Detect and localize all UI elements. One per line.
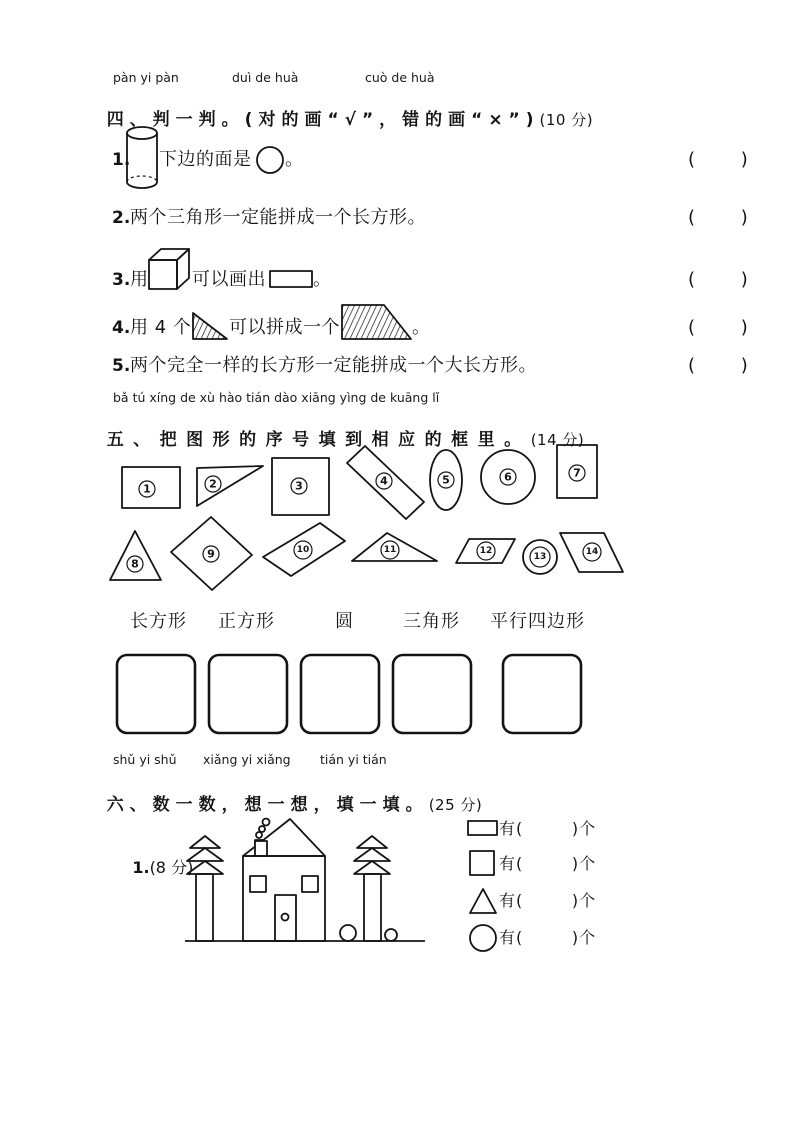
circle-face-figure: [257, 147, 283, 173]
question-6-1-label: [112, 838, 193, 898]
shape-8-triangle: [110, 531, 161, 580]
shape-label: 7: [573, 466, 581, 480]
question-number: 2.: [112, 208, 131, 228]
section-5-score: (14 分): [530, 431, 585, 449]
count-squares-blank: 有( )个: [499, 854, 597, 873]
house: [243, 819, 325, 942]
shape-12-parallelogram: [456, 539, 515, 563]
question-points: (8 分): [149, 858, 194, 877]
house-door: [275, 895, 296, 941]
question-number: 5.: [112, 356, 131, 376]
shape-11-triangle: [352, 533, 437, 561]
pinyin-cuo-de-hua: cuò de huà: [365, 70, 435, 85]
count-triangle-icon: [470, 889, 496, 913]
question-text: 用 4 个: [130, 317, 192, 338]
shape-14-parallelogram: [560, 533, 623, 572]
shape-label: 6: [504, 470, 512, 484]
count-circles-blank: 有( )个: [499, 928, 597, 947]
question-text: 可以拼成一个: [229, 317, 340, 338]
door-knob: [282, 914, 289, 921]
pinyin-shu-yi-shu: shǔ yi shǔ: [113, 752, 177, 767]
shape-label: 3: [295, 479, 303, 493]
section-4-score: (10 分): [539, 111, 594, 129]
cube-side-face: [177, 249, 189, 289]
shape-label: 13: [533, 552, 547, 562]
answer-blank: ( ): [688, 317, 748, 338]
pinyin-xiang-yi-xiang: xiǎng yi xiǎng: [203, 752, 291, 767]
section-6-heading: 六、数一数，想一想，填一填。: [106, 795, 429, 815]
shape-label: 2: [209, 477, 217, 491]
shape-label: 11: [383, 545, 397, 555]
category-label-rectangle: 长方形: [130, 611, 187, 632]
section-6-score: (25 分): [428, 796, 483, 814]
question-text: 两个完全一样的长方形一定能拼成一个大长方形。: [130, 355, 537, 376]
cylinder-bottom-back: [127, 176, 157, 182]
rectangle-figure: [270, 271, 312, 287]
pinyin-pan-yi-pan: pàn yi pàn: [113, 70, 179, 85]
question-text-end: 。: [285, 149, 304, 170]
question-text: 可以画出: [192, 269, 266, 290]
question-number: 4.: [112, 318, 131, 338]
count-square-icon: [470, 851, 494, 875]
question-number: 3.: [112, 270, 131, 290]
answer-box-square: [209, 655, 287, 733]
shape-label: 1: [143, 482, 151, 496]
question-number: 1.: [132, 858, 150, 877]
question-text: 两个三角形一定能拼成一个长方形。: [130, 207, 426, 228]
shape-label: 10: [296, 545, 310, 555]
pinyin-tian-yi-tian: tián yi tián: [320, 752, 387, 767]
shape-label: 8: [131, 557, 139, 571]
cylinder-bottom-front: [127, 182, 157, 188]
category-label-parallelogram: 平行四边形: [490, 611, 585, 632]
answer-box-parallelogram: [503, 655, 581, 733]
right-tree: [354, 836, 390, 941]
chimney-front: [255, 841, 267, 856]
pinyin-dui-de-hua: duì de huà: [232, 70, 299, 85]
section-4-title: [83, 90, 593, 150]
shape-label: 4: [380, 474, 388, 488]
cube-figure: [149, 249, 189, 289]
question-text: 下边的面是: [159, 149, 252, 170]
question-text: 用: [130, 269, 149, 290]
answer-blank: ( ): [688, 149, 748, 170]
shape-label: 12: [479, 546, 493, 556]
question-text-end: 。: [313, 269, 332, 290]
category-label-triangle: 三角形: [403, 611, 460, 632]
section-5-pinyin: bǎ tú xíng de xù hào tián dào xiāng yìng de kuāng lǐ: [113, 390, 440, 405]
category-label-circle: 圆: [335, 611, 354, 632]
section-4-heading: 四、判一判。(对的画“√”，错的画“×”): [106, 110, 540, 130]
ball-large: [340, 925, 356, 941]
answer-blank: ( ): [688, 355, 748, 376]
answer-box-rectangle: [117, 655, 195, 733]
shape-10-parallelogram: [263, 523, 345, 576]
shape-label: 5: [442, 473, 450, 487]
shape-1-rectangle: [122, 467, 180, 508]
house-scene-picture: [185, 819, 425, 942]
ball-small: [385, 929, 397, 941]
section-5-heading: 五、把图形的序号填到相应的框里。: [106, 430, 531, 450]
shape-label: 14: [585, 547, 599, 557]
shape-9-tilted-square: [171, 517, 252, 590]
answer-blank: ( ): [688, 207, 748, 228]
answer-box-circle: [301, 655, 379, 733]
cube-front-face: [149, 260, 177, 289]
house-window-right: [302, 876, 318, 892]
section-5-title: [83, 410, 584, 470]
question-number: 1.: [112, 150, 131, 170]
answer-box-triangle: [393, 655, 471, 733]
category-label-square: 正方形: [218, 611, 275, 632]
shape-label: 9: [207, 547, 215, 561]
count-circle-icon: [470, 925, 496, 951]
question-text-end: 。: [412, 317, 431, 338]
section-6-title: [83, 775, 482, 835]
house-body: [243, 856, 325, 941]
count-triangles-blank: 有( )个: [499, 891, 597, 910]
count-rectangles-blank: 有( )个: [499, 819, 597, 838]
hatched-triangle-figure: [193, 313, 227, 339]
hatched-trapezoid-figure: [342, 305, 411, 339]
answer-blank: ( ): [688, 269, 748, 290]
shape-13-circle: [523, 540, 557, 574]
shape-2-triangle: [197, 466, 263, 506]
house-window-left: [250, 876, 266, 892]
